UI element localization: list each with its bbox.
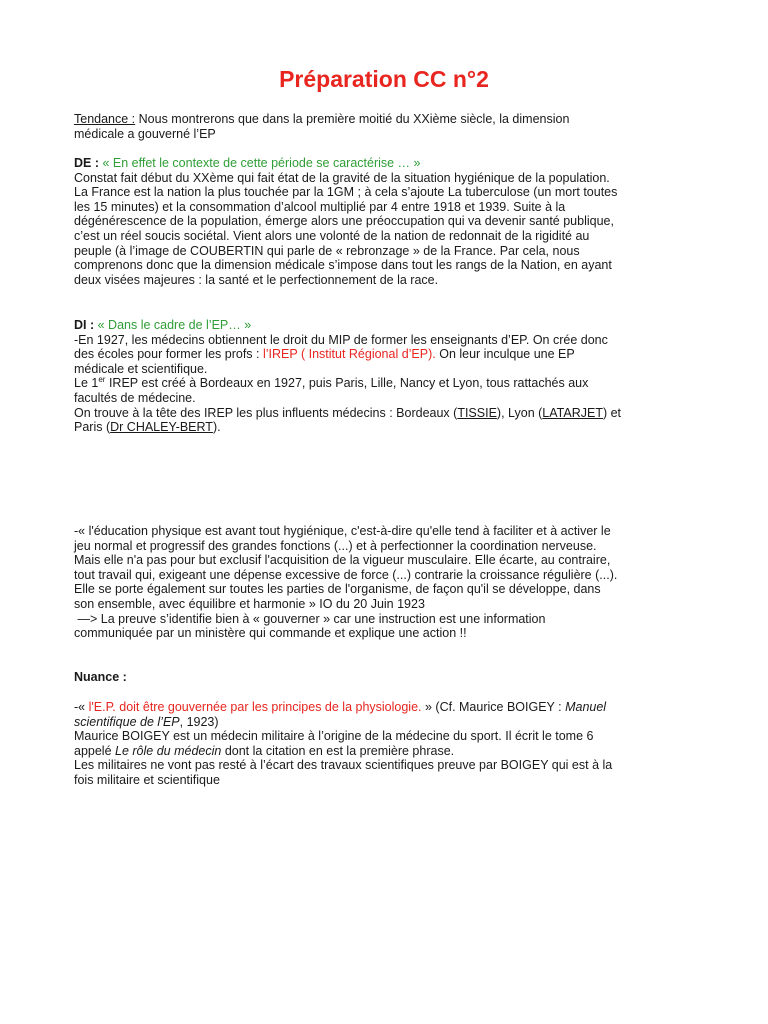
di-heading (74, 318, 704, 333)
paragraph-line: facultés de médecine. (74, 390, 196, 405)
tendance-label: Tendance : (74, 112, 136, 126)
text-span: ), Lyon ( (496, 405, 543, 420)
di-section (74, 318, 704, 435)
paragraph-line (74, 700, 704, 715)
de-section (74, 156, 704, 287)
paragraph-line: tout travail qui, exigeant une dépense excessive de force (...) contrarie la croissance régulière (...). (74, 567, 618, 582)
paragraph-line: peuple (à l’image de COUBERTIN qui parle de « rebronzage » de la France. Par cela, nous (74, 243, 580, 258)
di-label: DI : (74, 318, 95, 332)
paragraph-line: —> La preuve s’identifie bien à « gouverner » car une instruction est une information (74, 611, 546, 626)
paragraph-line (74, 420, 704, 435)
physiology-quote: l'E.P. doit être gouvernée par les principes de la physiologie. (88, 700, 422, 714)
text-span: ). (212, 420, 221, 435)
irep-highlight: l’IREP ( Institut Régional d’EP). (262, 347, 436, 362)
paragraph-line (74, 744, 704, 759)
paragraph-line: -« l'éducation physique est avant tout hygiénique, c'est-à-dire qu'elle tend à faciliter et à activer le (74, 524, 611, 538)
paragraph-line: communiquée par un ministère qui commande et explique une action !! (74, 626, 467, 641)
paragraph-line: les 15 minutes) et la consommation d’alcool multiplié par 4 entre 1918 et 1939. Suite à la (74, 199, 566, 214)
text-span: -« (74, 700, 89, 714)
paragraph-line: c’est un réel soucis sociétal. Vient alors une volonté de la nation de redonnait de la rigidité au (74, 228, 590, 243)
paragraph-line: fois militaire et scientifique (74, 772, 220, 787)
text-span: On leur inculque une EP (435, 347, 575, 362)
text-span: des écoles pour former les profs : (74, 347, 263, 362)
nuance-section (74, 700, 704, 788)
doctor-name-latarjet: LATARJET (542, 405, 603, 420)
paragraph-line: -En 1927, les médecins obtiennent le droit du MIP de former les enseignants d’EP. On crée donc (74, 332, 608, 347)
tendance-section (74, 112, 704, 141)
book-title: Manuel (565, 700, 607, 714)
doctor-name-tissie: TISSIE (457, 405, 497, 420)
paragraph-line: Mais elle n'a pas pour but exclusif l'acquisition de la vigueur musculaire. Elle écarte, au contraire, (74, 553, 611, 568)
paragraph-line: Constat fait début du XXème qui fait état de la gravité de la situation hygiénique de la population. (74, 170, 610, 185)
book-title: scientifique de l’EP (74, 714, 180, 729)
page-title: Préparation CC n°2 (279, 66, 489, 92)
text-span: Paris ( (74, 420, 111, 435)
paragraph-line: médicale et scientifique. (74, 361, 208, 376)
tendance-text: Nous montrerons que dans la première moitié du XXième siècle, la dimension (135, 112, 570, 126)
paragraph-line: La France est la nation la plus touchée par la 1GM ; à cela s’ajoute La tuberculose (un mort toutes (74, 185, 618, 200)
paragraph-line (74, 406, 704, 421)
nuance-label: Nuance : (74, 670, 127, 684)
text-span: appelé (74, 743, 116, 758)
de-label: DE : (74, 156, 99, 170)
di-quote: « Dans le cadre de l’EP… » (94, 318, 252, 332)
de-heading (74, 156, 704, 171)
text-span: dont la citation en est la première phrase. (221, 743, 455, 758)
tendance-line: médicale a gouverné l’EP (74, 126, 216, 141)
paragraph-line: son ensemble, avec équilibre et harmonie » IO du 20 Juin 1923 (74, 596, 425, 611)
paragraph-line (74, 347, 704, 362)
de-quote: « En effet le contexte de cette période se caractérise … » (99, 156, 421, 170)
paragraph-line: deux visées majeures : la santé et le perfectionnement de la race. (74, 272, 439, 287)
text-span: Le 1 (74, 376, 99, 391)
doctor-name-chaley-bert: Dr CHALEY-BERT (110, 420, 213, 435)
paragraph-line: comprenons donc que la dimension médicale s’impose dans tout les rangs de la Nation, en ayant (74, 258, 612, 273)
book-title: Le rôle du médecin (115, 743, 222, 758)
text-span: On trouve à la tête des IREP les plus influents médecins : Bordeaux ( (74, 405, 458, 420)
text-span: » (Cf. Maurice BOIGEY : (421, 700, 566, 714)
text-span: , 1923) (179, 714, 219, 729)
text-span: IREP est créé à Bordeaux en 1927, puis Paris, Lille, Nancy et Lyon, tous rattachés aux (105, 376, 589, 391)
paragraph-line: Elle se porte également sur toutes les parties de l'organisme, de façon qu'il se développe, dans (74, 582, 601, 597)
nuance-heading-block (74, 670, 704, 685)
text-span: ) et (602, 405, 622, 420)
paragraph-line: dégénérescence de la population, émerge alors une préoccupation qui va devenir santé publique, (74, 214, 614, 229)
paragraph-line (74, 376, 704, 391)
paragraph-line: Maurice BOIGEY est un médecin militaire à l’origine de la médecine du sport. Il écrit le tome 6 (74, 729, 594, 744)
paragraph-line (74, 715, 704, 730)
tendance-line (74, 112, 704, 127)
paragraph-line: jeu normal et progressif des grandes fonctions (...) et à perfectionner la coordination nerveuse. (74, 538, 597, 553)
superscript: er (98, 375, 106, 385)
paragraph-line: Les militaires ne vont pas resté à l’écart des travaux scientifiques preuve par BOIGEY qui est à la (74, 758, 613, 773)
quote-section (74, 524, 704, 641)
